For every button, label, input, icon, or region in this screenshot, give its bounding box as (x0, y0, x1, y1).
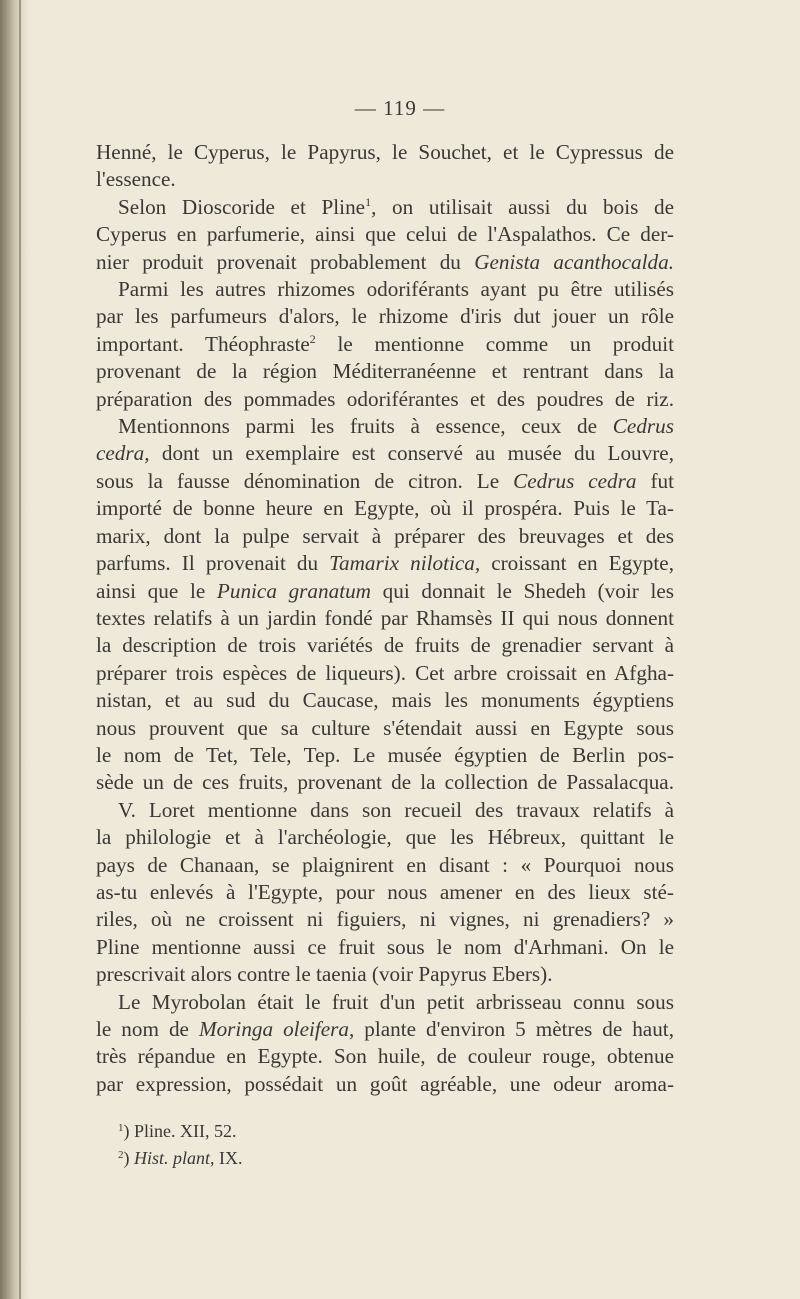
binding-shadow-line (19, 0, 21, 1299)
text-line (96, 1043, 674, 1070)
italic-term: cedra, (96, 441, 150, 466)
text-segment: Parmi les autres rhizomes odoriférants ayant pu être utilisés (118, 277, 674, 302)
text-segment: nier produit provenait probablement du (96, 249, 475, 274)
text-line (96, 194, 674, 221)
text-segment: par expression, possédait un goût agréable, une odeur aroma- (96, 1071, 674, 1096)
text-line (96, 852, 674, 879)
text-line (96, 249, 674, 276)
text-segment: parfums. Il provenait du (96, 551, 330, 576)
text-segment: prescrivait alors contre le taenia (voir Papyrus Ebers). (96, 962, 553, 987)
text-line (96, 139, 674, 166)
text-segment: très répandue en Egypte. Son huile, de couleur rouge, obtenue (96, 1044, 674, 1069)
text-segment: croissant en Egypte, (480, 551, 674, 576)
text-line (96, 303, 674, 330)
text-segment: riles, où ne croissent ni figuiers, ni vignes, ni grenadiers? » (96, 907, 674, 932)
footnotes (118, 1116, 243, 1170)
page-binding-edge (0, 0, 30, 1299)
text-segment: , on utilisait aussi du bois de (371, 194, 674, 219)
text-segment: l'essence. (96, 167, 176, 192)
text-segment: plante d'environ 5 mètres de haut, (354, 1017, 674, 1041)
text-line (96, 523, 674, 550)
text-segment: textes relatifs à un jardin fondé par Rhamsès II qui nous donnent (96, 605, 674, 630)
text-line (96, 1071, 674, 1098)
page-number: — 119 — (354, 96, 446, 120)
text-segment: le mentionne comme un produit (315, 331, 674, 356)
text-segment: Cyperus en parfumerie, ainsi que celui de l'Aspalathos. Ce der- (96, 222, 674, 247)
italic-term: Tamarix nilotica, (329, 551, 481, 576)
italic-term: Moringa oleifera, (198, 1017, 355, 1041)
text-line (96, 961, 674, 988)
text-segment: sous la fausse dénomination de citron. Le (96, 468, 514, 493)
text-segment: préparation des pommades odoriférantes et des poudres de riz. (96, 386, 674, 411)
text-line (96, 605, 674, 632)
text-segment: la description de trois variétés de fruits de grenadier servant à (96, 633, 674, 658)
text-segment: préparer trois espèces de liqueurs). Cet arbre croissait en Afgha- (96, 660, 674, 685)
text-line (96, 413, 674, 440)
text-segment: Le Myrobolan était le fruit d'un petit arbrisseau connu sous (118, 989, 674, 1014)
text-segment: nous prouvent que sa culture s'étendait aussi en Egypte sous (96, 715, 674, 740)
text-segment: fut (636, 468, 674, 493)
text-segment: important. Théophraste (96, 331, 310, 356)
text-line (96, 468, 674, 495)
text-segment: Selon Dioscoride et Pline (118, 194, 366, 219)
text-segment: pays de Chanaan, se plaignirent en disant : « Pourquoi nous (96, 852, 674, 877)
text-line (96, 769, 674, 796)
footnote-number-paren: ) (123, 1148, 134, 1168)
italic-term: Punica granatum (216, 578, 371, 603)
footnote (118, 1116, 243, 1143)
text-segment: nistan, et au sud du Caucase, mais les monuments égyptiens (96, 688, 674, 713)
text-segment: la philologie et à l'archéologie, que les Hébreux, quittant le (96, 825, 674, 850)
text-segment: qui donnait le Shedeh (voir les (371, 578, 675, 603)
text-segment: Pline mentionne aussi ce fruit sous le nom d'Arhmani. On le (96, 934, 674, 959)
text-line (96, 879, 674, 906)
text-segment: importé de bonne heure en Egypte, où il prospéra. Puis le Ta- (96, 496, 674, 521)
italic-term: Cedrus cedra (513, 468, 637, 493)
text-line (96, 715, 674, 742)
footnote-number: 1 (118, 1122, 124, 1134)
text-segment: Pline. XII, 52. (134, 1121, 237, 1141)
text-line (96, 687, 674, 714)
text-segment: ainsi que le (96, 578, 217, 603)
text-segment: sède un de ces fruits, provenant de la collection de Passalacqua. (96, 770, 674, 795)
body-text (96, 139, 674, 1098)
text-line (96, 934, 674, 961)
italic-term: Hist. plant, (134, 1148, 215, 1168)
text-segment: V. Loret mentionne dans son recueil des travaux relatifs à (118, 797, 674, 822)
text-segment: provenant de la région Méditerranéenne et rentrant dans la (96, 359, 674, 384)
footnote (118, 1143, 243, 1170)
text-segment: IX. (214, 1148, 243, 1168)
text-line (96, 440, 674, 467)
text-line (96, 358, 674, 385)
footnote-reference: 2 (309, 331, 316, 346)
text-line (96, 386, 674, 413)
text-line (96, 166, 674, 193)
text-line (96, 989, 674, 1016)
text-line (96, 276, 674, 303)
text-line (96, 660, 674, 687)
text-segment: dont un exemplaire est conservé au musée du Louvre, (149, 441, 674, 466)
text-line (96, 824, 674, 851)
text-line (96, 221, 674, 248)
text-segment: le nom de (96, 1017, 199, 1041)
text-segment: Henné, le Cyperus, le Papyrus, le Souchet, et le Cypressus de (96, 140, 674, 164)
text-line (96, 906, 674, 933)
text-line (96, 550, 674, 577)
text-line (96, 742, 674, 769)
text-segment: marix, dont la pulpe servait à préparer des breuvages et des (96, 523, 674, 548)
text-line (96, 331, 674, 358)
footnote-reference: 1 (365, 194, 372, 209)
text-line (96, 1016, 674, 1043)
text-segment: par les parfumeurs d'alors, le rhizome d'iris dut jouer un rôle (96, 304, 674, 329)
text-line (96, 578, 674, 605)
italic-term: Cedrus (612, 414, 674, 439)
italic-term: Genista acanthocalda. (474, 249, 674, 274)
text-segment: Mentionnons parmi les fruits à essence, ceux de (118, 414, 613, 439)
footnote-number-paren: ) (123, 1121, 134, 1141)
footnote-number: 2 (118, 1149, 124, 1161)
text-segment: le nom de Tet, Tele, Tep. Le musée égyptien de Berlin pos- (96, 742, 674, 767)
text-segment: as-tu enlevés à l'Egypte, pour nous amener en des lieux sté- (96, 879, 674, 904)
text-line (96, 797, 674, 824)
text-line (96, 495, 674, 522)
text-line (96, 632, 674, 659)
